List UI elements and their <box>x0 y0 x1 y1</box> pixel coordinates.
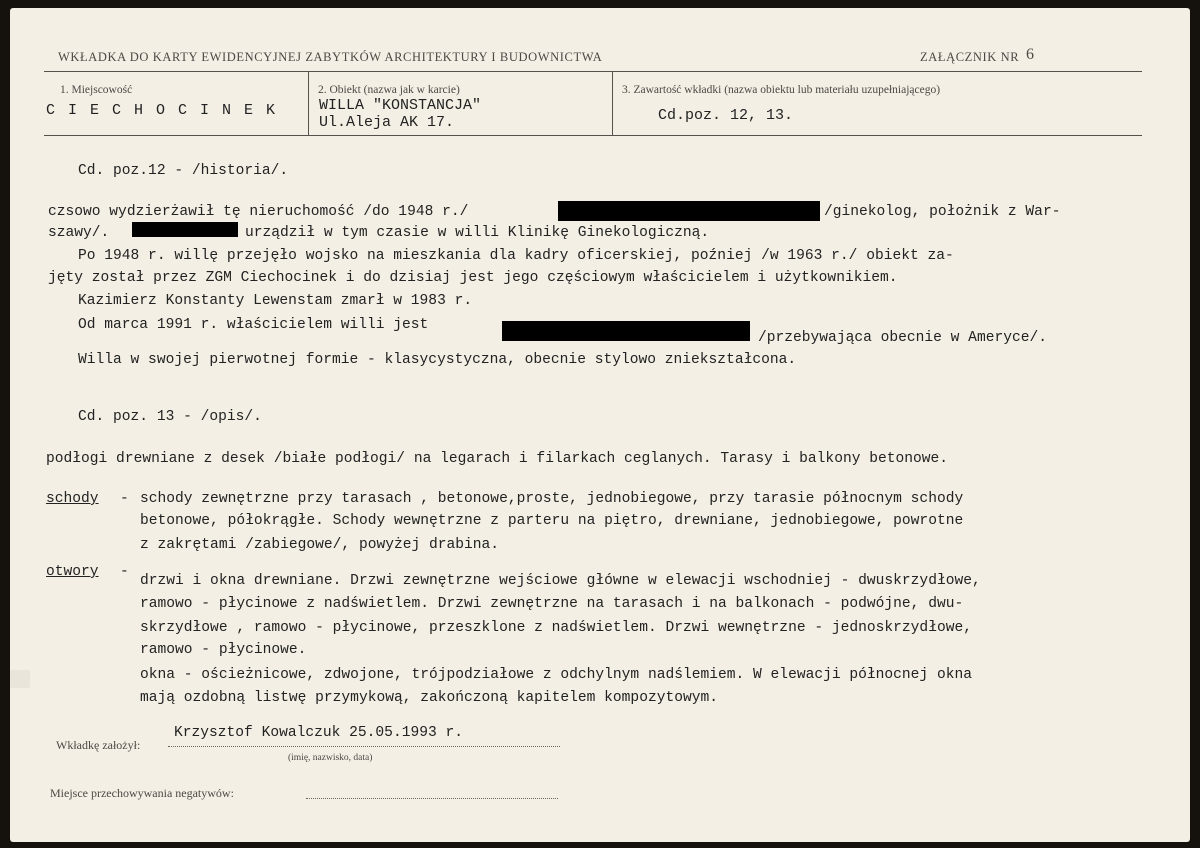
storage-label: Miejsce przechowywania negatywów: <box>50 786 234 800</box>
redaction-bar <box>502 321 750 341</box>
annex-number: 6 <box>1026 46 1034 63</box>
field-2-line-2: Ul.Aleja AK 17. <box>319 114 455 131</box>
field-3-value: Cd.poz. 12, 13. <box>658 107 794 124</box>
author-caption: (imię, nazwisko, data) <box>288 753 373 763</box>
author-value: Krzysztof Kowalczuk 25.05.1993 r. <box>174 725 464 741</box>
stairs-line-3: z zakrętami /zabiegowe/, powyżej drabina. <box>140 537 500 553</box>
field-2-line-1: WILLA "KONSTANCJA" <box>319 97 482 114</box>
field-2-label: 2. Obiekt (nazwa jak w karcie) <box>318 84 460 96</box>
redaction-bar <box>558 201 820 221</box>
openings-line-3: skrzydłowe , ramowo - płycinowe, przeszklone z nadświetlem. Drzwi wewnętrzne - jednoskrzydłowe, <box>140 620 972 636</box>
windows-line-2: mają ozdobną listwę przymykową, zakończoną kapitelem kompozytowym. <box>140 690 719 706</box>
stairs-label: schody <box>46 491 99 507</box>
annex-label: ZAŁĄCZNIK NR <box>920 50 1020 64</box>
history-line-6b: /przebywająca obecnie w Ameryce/. <box>758 330 1048 346</box>
document-title: WKŁADKA DO KARTY EWIDENCYJNEJ ZABYTKÓW ARCHITEKTURY I BUDOWNICTWA <box>58 50 603 64</box>
author-label: Wkładkę założył: <box>56 738 141 752</box>
history-line-5: Kazimierz Konstanty Lewenstam zmarł w 1983 r. <box>78 293 473 309</box>
redaction-bar <box>132 222 238 237</box>
storage-dotted-line <box>306 798 558 799</box>
history-line-3: Po 1948 r. willę przejęło wojsko na mieszkania dla kadry oficerskiej, poźniej /w 1963 r./ obiekt za- <box>78 248 954 264</box>
stairs-dash: - <box>120 491 129 507</box>
field-3-label: 3. Zawartość wkładki (nazwa obiektu lub materiału uzupełniającego) <box>622 84 941 96</box>
windows-line-1: okna - ościeżnicowe, zdwojone, trójpodziałowe z odchylnym nadślemiem. W elewacji północnej okna <box>140 667 972 683</box>
description-heading: Cd. poz. 13 - /opis/. <box>78 409 262 425</box>
history-heading: Cd. poz.12 - /historia/. <box>78 163 289 179</box>
author-dotted-line <box>168 746 560 747</box>
field-1-label: 1. Miejscowość <box>60 84 133 96</box>
description-line-1: podłogi drewniane z desek /białe podłogi/ na legarach i filarkach ceglanych. Tarasy i balkony betonowe. <box>46 451 949 467</box>
document-sheet <box>10 8 1190 842</box>
history-line-7: Willa w swojej pierwotnej formie - klasycystyczna, obecnie stylowo zniekształcona. <box>78 352 797 368</box>
punch-hole <box>10 670 30 688</box>
field-1-value: C I E C H O C I N E K <box>46 102 278 119</box>
history-line-2a: szawy/. <box>48 225 110 241</box>
field-divider-2 <box>612 72 613 135</box>
openings-line-4: ramowo - płycinowe. <box>140 642 307 658</box>
openings-label: otwory <box>46 564 99 580</box>
history-line-6a: Od marca 1991 r. właścicielem willi jest <box>78 317 429 333</box>
fields-rule <box>44 135 1142 136</box>
stairs-line-1: schody zewnętrzne przy tarasach , betonowe,proste, jednobiegowe, przy tarasie północnym schody <box>140 491 964 507</box>
header-rule <box>44 71 1142 72</box>
field-divider-1 <box>308 72 309 135</box>
openings-line-1: drzwi i okna drewniane. Drzwi zewnętrzne wejściowe główne w elewacji wschodniej - dwuskrzydłowe, <box>140 573 981 589</box>
openings-line-2: ramowo - płycinowe z nadświetlem. Drzwi zewnętrzne na tarasach i na balkonach - podwójne, dwu- <box>140 596 964 612</box>
openings-dash: - <box>120 564 129 580</box>
history-line-1b: /ginekolog, położnik z War- <box>824 204 1061 220</box>
stairs-line-2: betonowe, półokrągłe. Schody wewnętrzne z parteru na piętro, drewniane, jednobiegowe, powrotne <box>140 513 964 529</box>
history-line-4: jęty został przez ZGM Ciechocinek i do dzisiaj jest jego częściowym właścicielem i użytkownikiem. <box>48 270 898 286</box>
history-line-1a: czsowo wydzierżawił tę nieruchomość /do 1948 r./ <box>48 204 469 220</box>
history-line-2b: urządził w tym czasie w willi Klinikę Ginekologiczną. <box>245 225 710 241</box>
